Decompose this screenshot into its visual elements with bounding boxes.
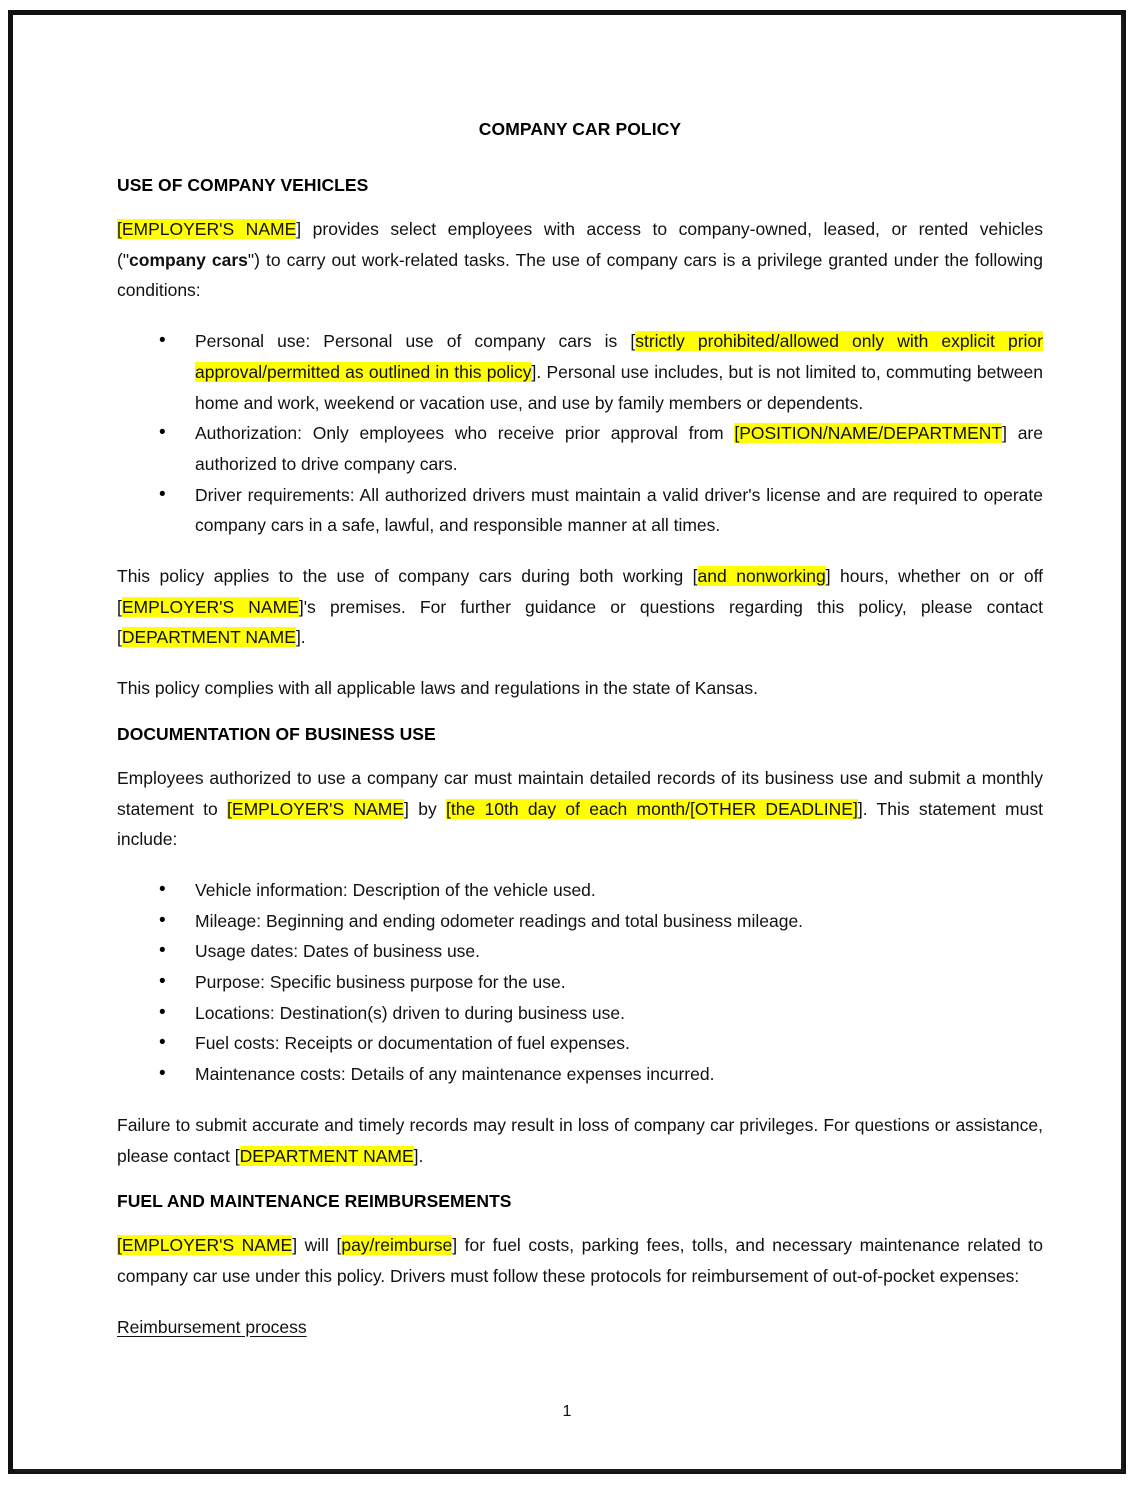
page-title: COMPANY CAR POLICY [478,119,682,139]
text-run: ] hours, whether on or off [ [117,566,1043,617]
placeholder-employers-name: [EMPLOYER'S NAME [117,219,297,239]
text-run: ]. Personal use includes, but is not limited to, commuting between home and work, weekend or vacation use, and use by family members or dependents. [195,361,1043,413]
list-item [117,875,1043,906]
list-item [117,326,1043,418]
text-run: Employees authorized to use a company car must maintain detailed records of its business use and submit a monthly statement to [117,767,1043,819]
bullet-list-conditions [117,326,1043,541]
text-run: ]. [295,627,306,648]
text-run: Authorization: Only employees who receive prior approval from [195,423,735,444]
text-run: ] provides select employees with access to company-owned, leased, or rented vehicles (" [117,219,1043,270]
text-run: Fuel costs: Receipts or documentation of fuel expenses. [195,1033,630,1054]
section-heading-documentation-of-business-use: DOCUMENTATION OF BUSINESS USE [117,723,436,744]
placeholder-department-name: DEPARTMENT NAME [239,1145,414,1166]
text-run: ]'s premises. For further guidance or questions regarding this policy, please contact [ [117,596,1043,648]
text-run: Usage dates: Dates of business use. [195,941,481,962]
paragraph-documentation-intro [117,763,1043,855]
text-run: ] are authorized to drive company cars. [195,423,1043,474]
list-item [117,936,1043,967]
page-number: 1 [562,1403,572,1420]
text-run: ] will [ [292,1235,342,1256]
placeholder-and-nonworking: and nonworking [697,566,826,587]
text-run: ] by [404,798,446,819]
placeholder-department-name: DEPARTMENT NAME [121,627,296,648]
text-run: ] for fuel costs, parking fees, tolls, and necessary maintenance related to company car use under this policy. Drivers must follow these protocols for reimbursement of out-of-pocket expenses: [117,1235,1043,1286]
placeholder-deadline: [the 10th day of each month/[OTHER DEADLINE] [446,798,858,819]
document-page [13,15,1121,1469]
placeholder-pay-reimburse: pay/reimburse [341,1235,453,1256]
section-heading-fuel-and-maintenance-reimbursements: FUEL AND MAINTENANCE REIMBURSEMENTS [117,1191,512,1212]
list-item [117,418,1043,479]
list-item [117,967,1043,998]
placeholder-employers-name: EMPLOYER'S NAME [121,596,299,617]
bullet-list-statement-contents [117,875,1043,1090]
list-item [117,906,1043,937]
placeholder-employers-name: [EMPLOYER'S NAME [117,1235,293,1256]
list-item [117,998,1043,1029]
placeholder-personal-use-option: strictly prohibited/allowed only with explicit prior approval/permitted as outlined in this policy [195,331,1043,382]
text-run: ]. This statement must include: [117,798,1043,850]
text-run: Vehicle information: Description of the vehicle used. [195,879,596,900]
text-run: Mileage: Beginning and ending odometer readings and total business mileage. [195,910,804,931]
paragraph-use-intro [117,214,1043,306]
list-item [117,1028,1043,1059]
paragraph-state-compliance: This policy complies with all applicable laws and regulations in the state of Kansas. [117,678,759,699]
text-run: Personal use: Personal use of company cars is [ [195,331,636,352]
paragraph-failure-to-submit [117,1110,1043,1171]
paragraph-policy-applies [117,561,1043,653]
subheading-reimbursement-process: Reimbursement process [117,1316,307,1337]
text-run: Driver requirements: All authorized drivers must maintain a valid driver's license and are required to operate company cars in a safe, lawful, and responsible manner at all times. [195,484,1043,536]
bold-company-cars: company cars [129,249,248,270]
placeholder-employers-name: [EMPLOYER'S NAME [227,798,405,819]
text-run: ") to carry out work-related tasks. The use of company cars is a privilege granted under the following conditions: [117,249,1044,301]
list-item [117,480,1043,541]
text-run: Failure to submit accurate and timely records may result in loss of company car privileges. For questions or assistance, please contact [ [117,1114,1043,1166]
paragraph-reimbursement-intro [117,1230,1043,1291]
text-run: Maintenance costs: Details of any maintenance expenses incurred. [195,1064,715,1085]
text-run: Purpose: Specific business purpose for the use. [195,972,566,993]
page-frame [8,10,1126,1474]
text-run: Locations: Destination(s) driven to during business use. [195,1002,625,1023]
text-run: ]. [413,1145,424,1166]
section-heading-use-of-company-vehicles: USE OF COMPANY VEHICLES [117,175,369,195]
list-item [117,1059,1043,1090]
text-run: This policy applies to the use of company cars during both working [ [117,566,698,587]
placeholder-position-name-department: [POSITION/NAME/DEPARTMENT [734,423,1003,444]
